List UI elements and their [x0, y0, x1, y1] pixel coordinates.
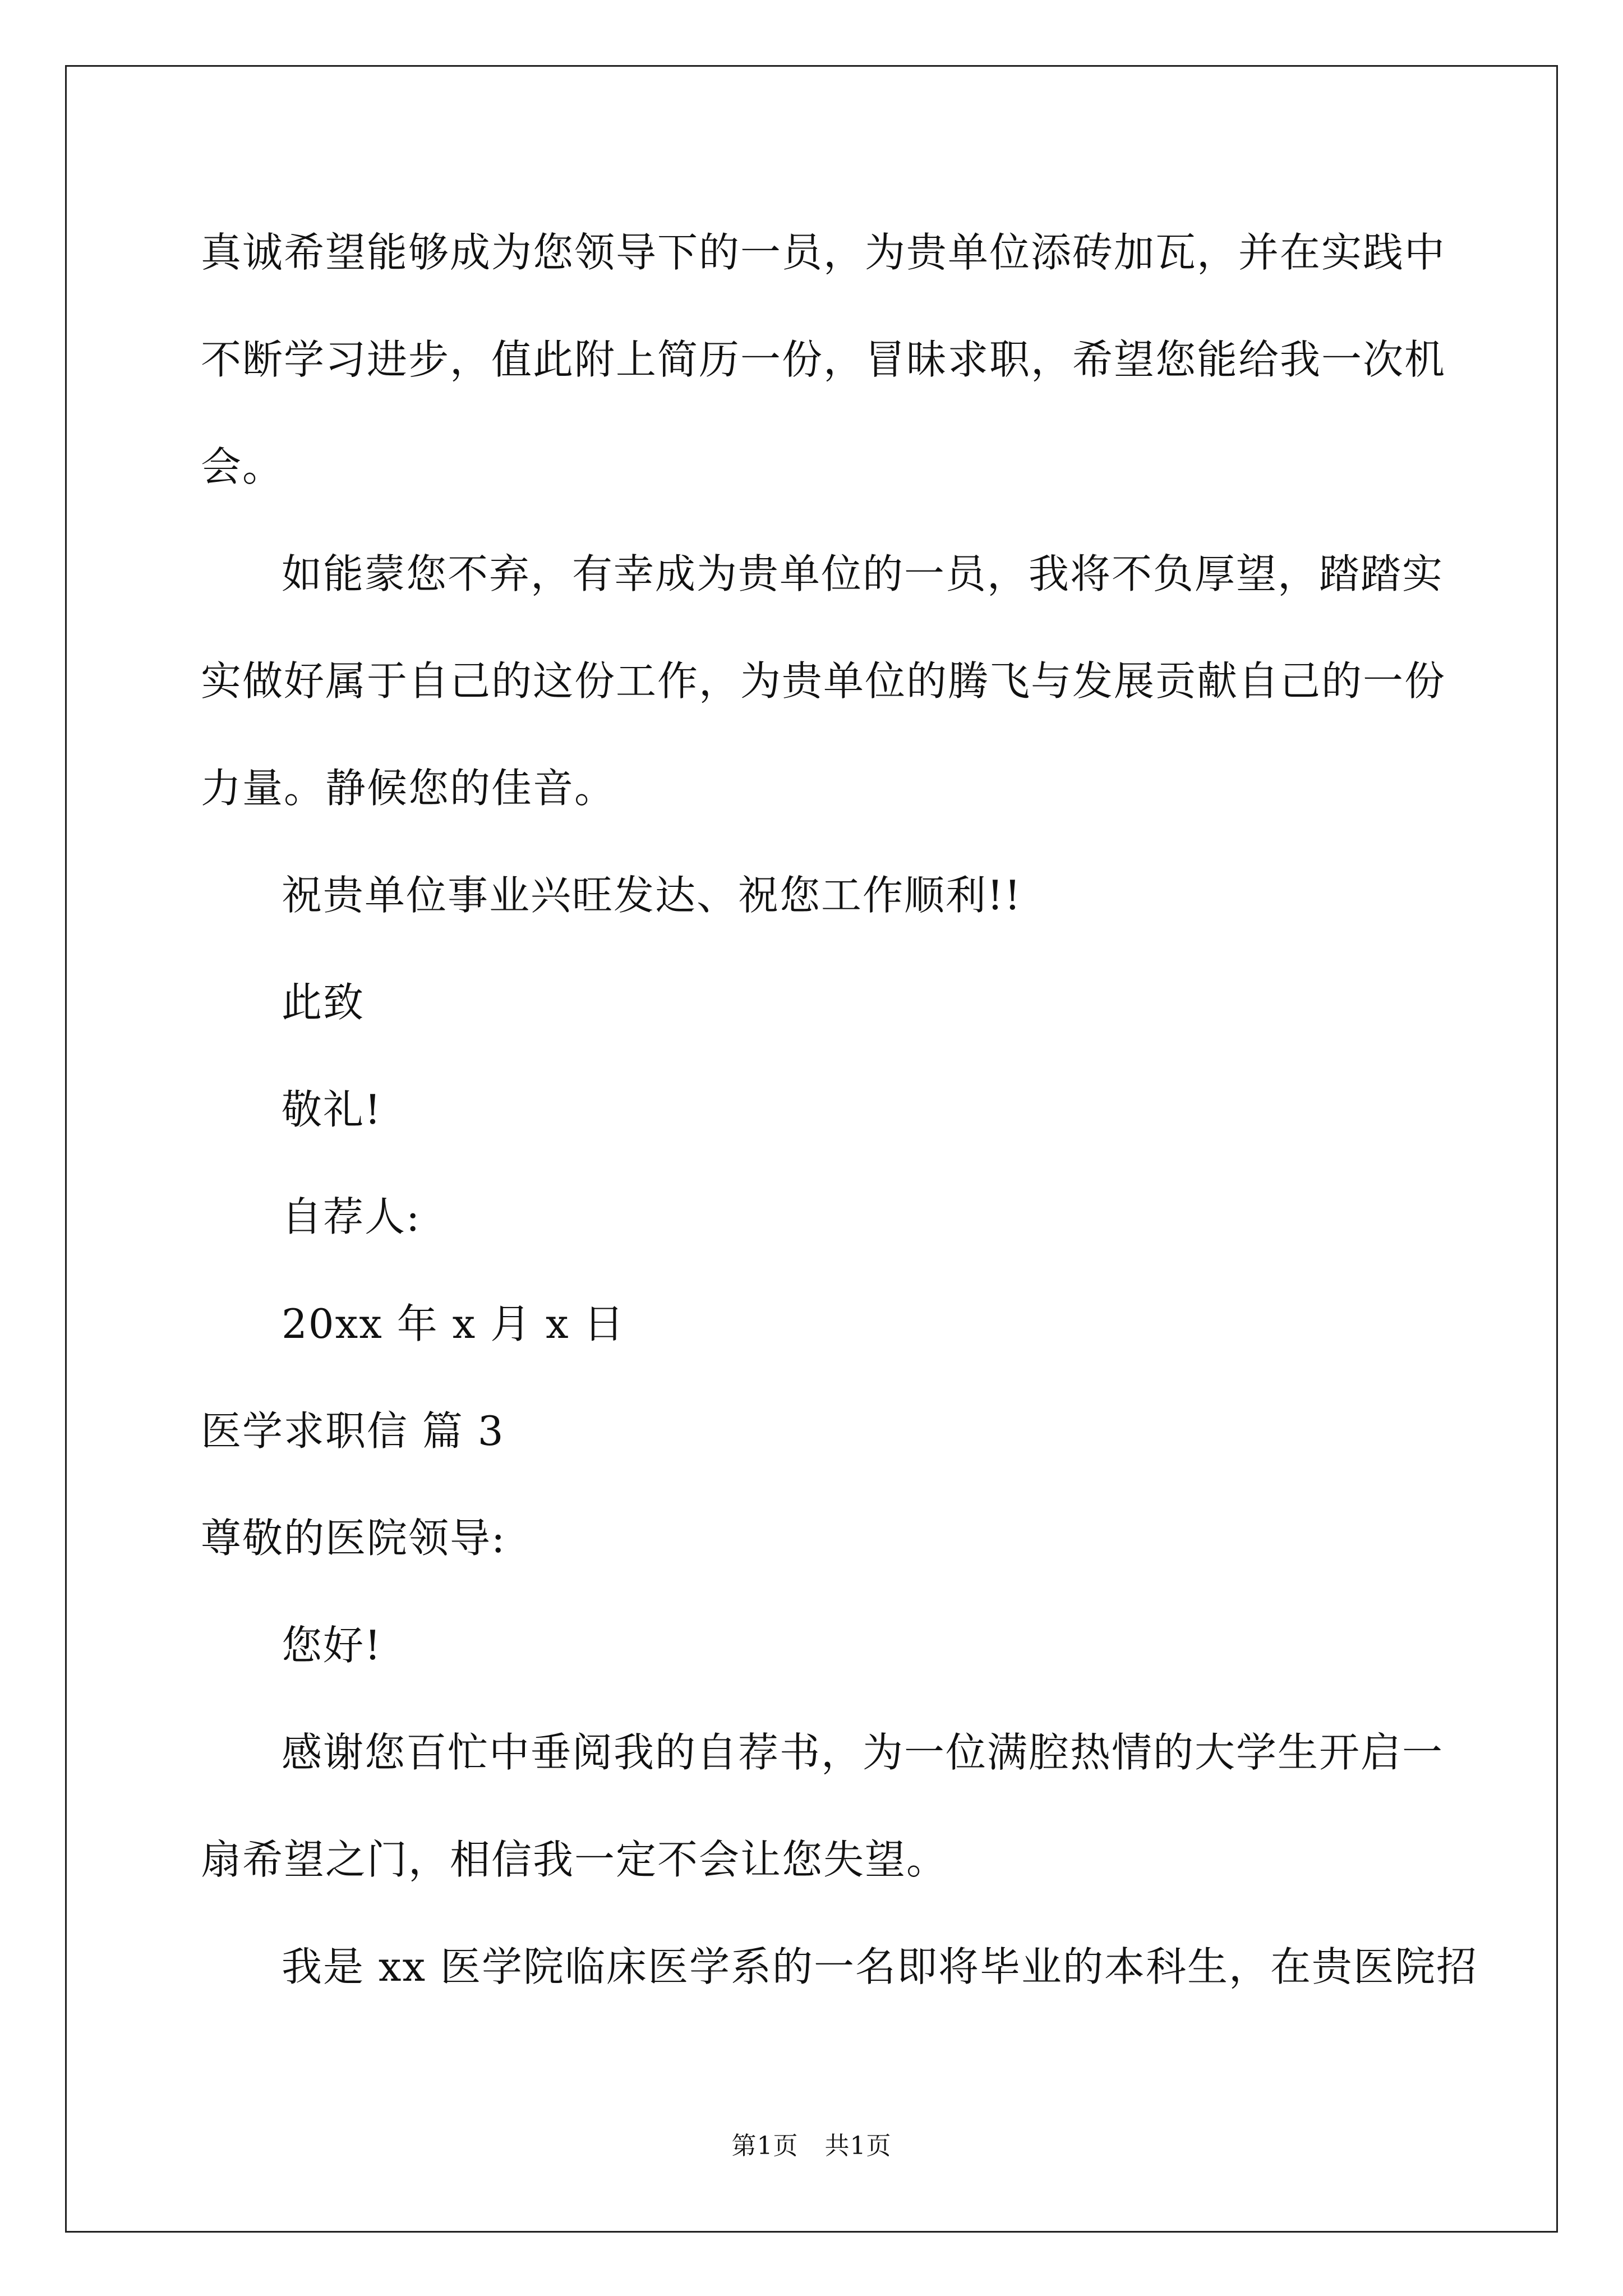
text-line: 力量。静候您的佳音。	[201, 765, 616, 812]
text-line: 敬礼!	[282, 1086, 382, 1133]
text-line: 我是 xx 医学院临床医学系的一名即将毕业的本科生，在贵医院招	[282, 1943, 1478, 1990]
text-line: 会。	[201, 443, 284, 490]
text-line: 实做好属于自己的这份工作，为贵单位的腾飞与发展贡献自己的一份	[201, 657, 1446, 705]
document-body	[201, 220, 1478, 2041]
page-footer	[0, 2129, 1623, 2163]
salutation: 尊敬的医院领导:	[201, 1515, 506, 1562]
date-line: 20xx 年 x 月 x 日	[282, 1300, 625, 1347]
page-total: 共1页	[824, 2132, 892, 2160]
text-line: 扇希望之门，相信我一定不会让您失望。	[201, 1836, 948, 1883]
text-line: 此致	[282, 979, 365, 1026]
text-line: 如能蒙您不弃，有幸成为贵单位的一员，我将不负厚望，踏踏实	[282, 550, 1444, 597]
page-number: 第1页	[731, 2132, 799, 2160]
text-line: 不断学习进步，值此附上简历一份，冒昧求职，希望您能给我一次机	[201, 336, 1446, 383]
text-line: 真诚希望能够成为您领导下的一员，为贵单位添砖加瓦，并在实践中	[201, 229, 1446, 276]
text-line: 自荐人:	[282, 1193, 421, 1240]
greeting: 您好!	[282, 1622, 382, 1669]
section-heading: 医学求职信 篇 3	[201, 1407, 505, 1455]
text-line: 祝贵单位事业兴旺发达、祝您工作顺利!!	[282, 872, 1022, 919]
text-line: 感谢您百忙中垂阅我的自荐书，为一位满腔热情的大学生开启一	[282, 1729, 1444, 1776]
